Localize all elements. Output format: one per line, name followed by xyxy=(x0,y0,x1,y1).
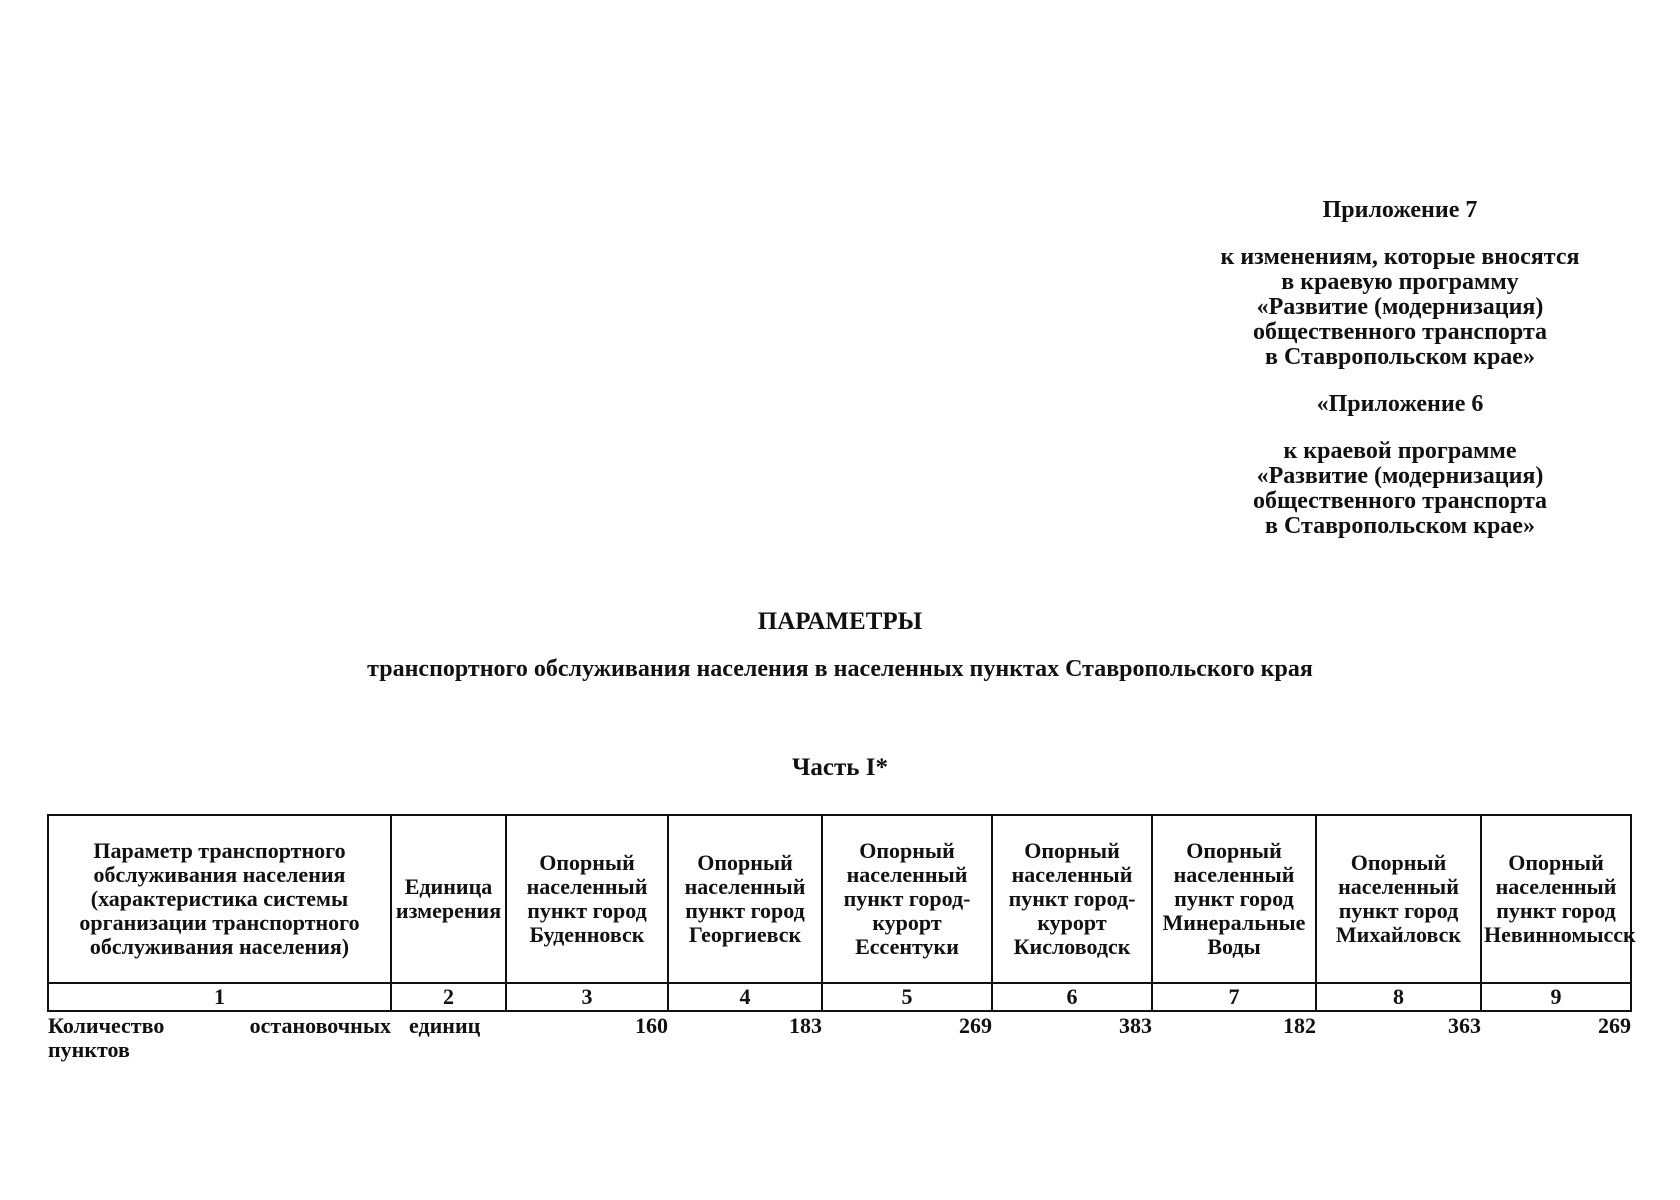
unit-cell: единиц xyxy=(409,1013,481,1038)
appendix-line: к изменениям, которые вносятся xyxy=(1220,244,1580,270)
column-header: Опорный населенный пункт город Минеральные Воды xyxy=(1152,815,1316,983)
parameters-table xyxy=(47,814,1636,1062)
column-header: Единица измерения xyxy=(391,815,506,983)
appendix-line: общественного транспорта xyxy=(1252,319,1548,345)
appendix-line: «Развитие (модернизация) xyxy=(1256,294,1544,320)
column-header: Опорный населенный пункт город Георгиевск xyxy=(668,815,822,983)
value-cell: 363 xyxy=(1448,1013,1481,1038)
column-header: Опорный населенный пункт город Невинномысск xyxy=(1481,815,1631,983)
value-cell: 182 xyxy=(1283,1013,1316,1038)
column-header: Параметр транспортного обслуживания населения (характеристика системы организации транспортного обслуживания населения) xyxy=(48,815,391,983)
value-cell: 383 xyxy=(1119,1013,1152,1038)
value-cell: 269 xyxy=(959,1013,992,1038)
value-cell: 269 xyxy=(1598,1013,1631,1038)
column-header: Опорный населенный пункт город Михайловск xyxy=(1316,815,1481,983)
parameter-name: Количество остановочных пунктов xyxy=(48,1013,391,1062)
appendix-line: в краевую программу xyxy=(1281,269,1519,295)
inner-appendix-title: «Приложение 6 xyxy=(1316,391,1484,417)
column-number: 8 xyxy=(1316,983,1481,1011)
column-number: 6 xyxy=(992,983,1152,1011)
column-number: 4 xyxy=(668,983,822,1011)
column-header: Опорный населенный пункт город-курорт Кисловодск xyxy=(992,815,1152,983)
table-row xyxy=(48,1011,1631,1062)
column-number-row xyxy=(48,983,1631,1011)
inner-appendix-line: «Развитие (модернизация) xyxy=(1256,463,1544,489)
document-title: ПАРАМЕТРЫ xyxy=(757,608,923,635)
column-number: 9 xyxy=(1481,983,1631,1011)
value-cell: 160 xyxy=(635,1013,668,1038)
value-cell: 183 xyxy=(789,1013,822,1038)
column-header: Опорный населенный пункт город Буденновск xyxy=(506,815,668,983)
appendix-title: Приложение 7 xyxy=(1322,197,1478,223)
column-number: 1 xyxy=(48,983,391,1011)
appendix-header xyxy=(1180,198,1620,539)
appendix-line: в Ставропольском крае» xyxy=(1265,344,1535,370)
column-number: 7 xyxy=(1152,983,1316,1011)
document-subtitle: транспортного обслуживания населения в населенных пунктах Ставропольского края xyxy=(367,656,1313,682)
part-title: Часть I* xyxy=(792,754,888,781)
column-number: 5 xyxy=(822,983,992,1011)
inner-appendix-line: в Ставропольском крае» xyxy=(1265,513,1535,539)
column-number: 2 xyxy=(391,983,506,1011)
inner-appendix-line: общественного транспорта xyxy=(1252,488,1548,514)
table-header-row xyxy=(48,815,1631,983)
column-number: 3 xyxy=(506,983,668,1011)
column-header: Опорный населенный пункт город-курорт Ессентуки xyxy=(822,815,992,983)
inner-appendix-line: к краевой программе xyxy=(1283,438,1517,464)
